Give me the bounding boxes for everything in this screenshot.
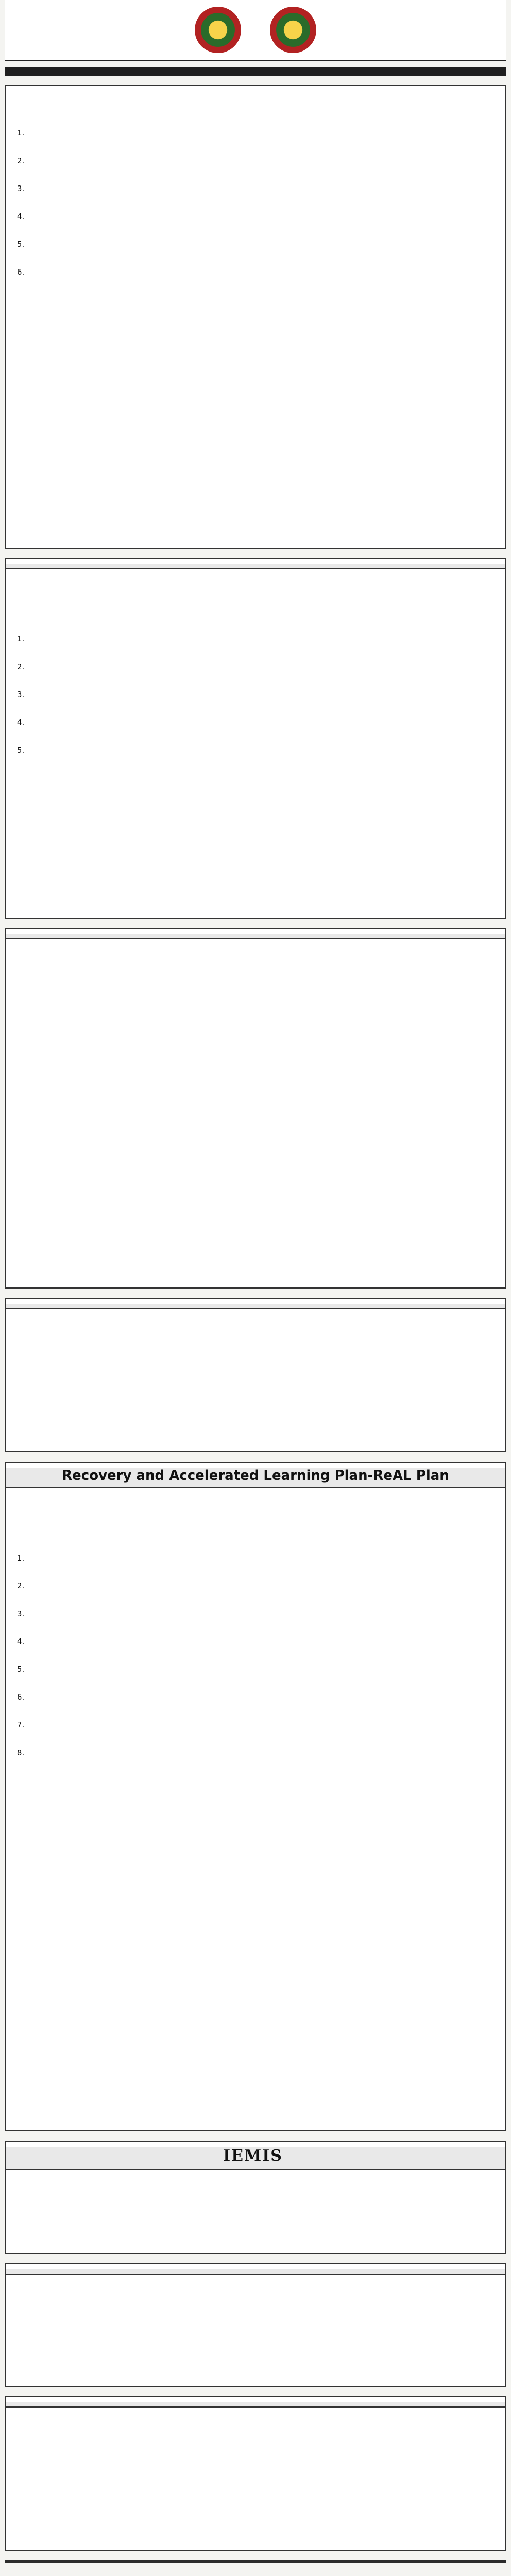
notice-title bbox=[6, 2402, 505, 2408]
notice-paragraph bbox=[15, 1523, 496, 1548]
iemis-logo: IEMIS bbox=[223, 2147, 283, 2165]
notice-section-5 bbox=[5, 2141, 506, 2254]
list-item bbox=[27, 1580, 496, 1604]
notice-title bbox=[6, 2147, 505, 2170]
list-item bbox=[27, 239, 496, 262]
notice-section-1 bbox=[5, 558, 506, 919]
top-banner bbox=[5, 67, 506, 76]
notice-signoff bbox=[15, 1344, 496, 1354]
notice-title bbox=[6, 2269, 505, 2275]
notice-paragraph bbox=[15, 2176, 496, 2201]
list-item bbox=[27, 266, 496, 290]
list-item bbox=[27, 1691, 496, 1715]
list-item bbox=[27, 1747, 496, 1771]
notice-list bbox=[15, 1552, 496, 1771]
notice-paragraph bbox=[15, 2414, 496, 2438]
notice-paragraph bbox=[15, 1003, 496, 1028]
notice-paragraph bbox=[15, 604, 496, 629]
notice-signoff bbox=[15, 2443, 496, 2453]
notice-section-2 bbox=[5, 928, 506, 1289]
list-item bbox=[27, 1664, 496, 1687]
notice-section-3 bbox=[5, 1298, 506, 1452]
notice-section-0 bbox=[5, 85, 506, 549]
notice-list bbox=[15, 127, 496, 290]
list-item bbox=[27, 1719, 496, 1743]
list-item bbox=[27, 633, 496, 657]
notice-paragraph bbox=[15, 974, 496, 999]
notice-paragraph bbox=[15, 2281, 496, 2306]
notice-signoff bbox=[15, 1032, 496, 1042]
notice-paragraph bbox=[15, 945, 496, 970]
notice-paragraph bbox=[15, 1315, 496, 1340]
notice-paragraph bbox=[15, 1495, 496, 1519]
header bbox=[5, 0, 506, 61]
list-item bbox=[27, 155, 496, 179]
notice-signoff bbox=[15, 1775, 496, 1785]
list-item bbox=[27, 661, 496, 685]
notice-section-6 bbox=[5, 2263, 506, 2387]
government-emblem-icon bbox=[195, 7, 241, 53]
notice-section-4 bbox=[5, 1462, 506, 2131]
notice-signoff bbox=[15, 772, 496, 783]
notice-title bbox=[6, 564, 505, 569]
list-item bbox=[27, 127, 496, 151]
list-item bbox=[27, 1552, 496, 1576]
notice-title bbox=[6, 1304, 505, 1309]
notice-signoff bbox=[15, 294, 496, 304]
list-item bbox=[27, 744, 496, 768]
notice-paragraph bbox=[15, 575, 496, 600]
list-item bbox=[27, 717, 496, 740]
footer-band bbox=[5, 2560, 506, 2563]
notice-title: Recovery and Accelerated Learning Plan-ReAL Plan bbox=[6, 1468, 505, 1488]
notice-title bbox=[6, 934, 505, 939]
notice-section-7 bbox=[5, 2396, 506, 2551]
list-item bbox=[27, 689, 496, 713]
notice-signoff bbox=[15, 2310, 496, 2320]
list-item bbox=[27, 1636, 496, 1659]
notice-paragraph bbox=[15, 98, 496, 123]
list-item bbox=[27, 183, 496, 207]
list-item bbox=[27, 211, 496, 234]
government-emblem-icon bbox=[270, 7, 316, 53]
notice-signoff bbox=[15, 2205, 496, 2215]
list-item bbox=[27, 1608, 496, 1632]
notice-list bbox=[15, 633, 496, 768]
